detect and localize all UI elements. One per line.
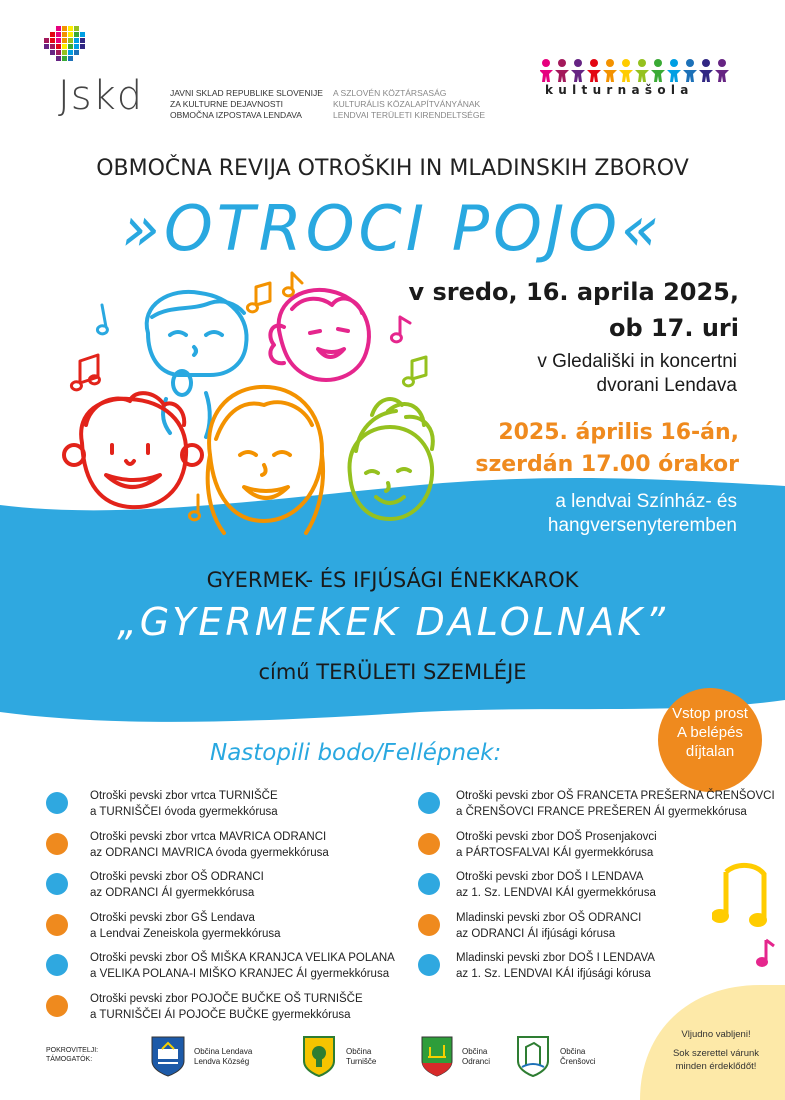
performer-item (90, 829, 329, 861)
pink-child-face (270, 290, 369, 380)
performer-name-si: Otroški pevski zbor POJOČE BUČKE OŠ TURNIŠČE (90, 992, 363, 1005)
badge-line: Vstop prost (672, 705, 748, 722)
jskd-si-line: ZA KULTURNE DEJAVNOSTI (170, 99, 284, 109)
performer-name-hu: a TURNIŠČEI ÁI POJOČE BUČKE gyermekkórusa (90, 1008, 351, 1021)
kulturna-sola-figure-head (542, 59, 550, 67)
event-venue-si-line2: dvorani Lendava (596, 375, 737, 396)
kulturna-sola-figure-body (715, 70, 729, 82)
performer-bullet (46, 914, 68, 936)
kulturna-sola-figure-body (699, 70, 713, 82)
sponsor-lendava (194, 1047, 252, 1067)
kulturna-sola-figure-head (606, 59, 614, 67)
performer-name-hu: a PÁRTOSFALVAI KÁI gyermekkórusa (456, 846, 654, 859)
event-time-hu: szerdán 17.00 órakor (475, 452, 739, 477)
performer-bullet (418, 914, 440, 936)
kulturna-sola-figure-body (587, 70, 601, 82)
kulturna-sola-figure-head (686, 59, 694, 67)
sponsor-name-line: Občina (560, 1047, 586, 1056)
performer-bullet (418, 873, 440, 895)
kulturna-sola-logo-text: kulturnašola (545, 83, 694, 97)
kulturna-sola-figure-body (555, 70, 569, 82)
performer-name-hu: az ODRANCI ÁI ifjúsági kórusa (456, 927, 616, 940)
performer-item (90, 910, 281, 942)
event-date-si: v sredo, 16. aprila 2025, (408, 278, 739, 306)
performer-name-hu: az 1. Sz. LENDVAI KÁI ifjúsági kórusa (456, 968, 651, 980)
badge-line: díjtalan (685, 743, 735, 760)
performer-name-hu: az ODRANCI MAVRICA óvoda gyermekkórusa (90, 846, 329, 859)
performer-bullet (46, 873, 68, 895)
performer-item (456, 950, 655, 982)
performer-bullet (46, 792, 68, 814)
singing-children-illustration (60, 265, 440, 555)
sponsor-name-line: Občina (346, 1047, 372, 1056)
performer-name-si: Otroški pevski zbor vrtca TURNIŠČE (90, 790, 278, 802)
kulturna-sola-figure-head (654, 59, 662, 67)
performer-item (90, 869, 264, 901)
event-subtitle-hu: GYERMEK- ÉS IFJÚSÁGI ÉNEKKAROK (206, 568, 579, 592)
kulturna-sola-figure-body (635, 70, 649, 82)
performer-name-si: Otroški pevski zbor DOŠ Prosenjakovci (456, 830, 657, 843)
performer-bullet (418, 833, 440, 855)
performer-item (456, 829, 657, 861)
greeting-line-si: Vljudno vabljeni! (681, 1029, 751, 1040)
jskd-logo-text: Jskd (58, 73, 144, 119)
performer-bullet (418, 954, 440, 976)
sponsor-name-line: Občina (462, 1047, 488, 1056)
event-title-si: »OTROCI POJO« (121, 192, 664, 265)
kulturna-sola-figure-head (718, 59, 726, 67)
crensovci-coat-of-arms-icon (516, 1035, 550, 1077)
event-venue-hu-line1: a lendvai Színház- és (555, 491, 737, 512)
performers-title: Nastopili bodo/Fellépnek: (210, 740, 502, 766)
performer-name-hu: az 1. Sz. LENDVAI KÁI gyermekkórusa (456, 887, 656, 899)
performer-item (90, 991, 363, 1023)
performer-name-si: Otroški pevski zbor OŠ FRANCETA PREŠERNA ČRENŠOVCI (456, 790, 775, 802)
jskd-hu-line: KULTURÁLIS KÖZALAPÍTVÁNYÁNAK (333, 99, 481, 109)
performer-name-si: Otroški pevski zbor OŠ ODRANCI (90, 871, 264, 883)
sponsor-name-line: Odranci (462, 1057, 491, 1066)
event-time-si: ob 17. uri (608, 314, 739, 342)
performer-item (90, 788, 278, 820)
greeting-line-hu: minden érdeklődőt! (675, 1061, 757, 1072)
kulturna-sola-figure-head (622, 59, 630, 67)
closing-greeting (652, 1028, 780, 1073)
red-child-face (64, 393, 202, 507)
performer-name-si: Otroški pevski zbor vrtca MAVRICA ODRANCI (90, 830, 327, 843)
badge-line: A belépés (677, 724, 743, 741)
kulturna-sola-figure-head (702, 59, 710, 67)
event-subtitle-si: OBMOČNA REVIJA OTROŠKIH IN MLADINSKIH ZBOROV (96, 156, 689, 181)
kulturna-sola-figure-body (603, 70, 617, 82)
jskd-hu-line: A SZLOVÉN KÖZTÁRSASÁG (333, 88, 447, 98)
event-venue-hu-line2: hangversenyteremben (547, 515, 737, 536)
kulturna-sola-figure-head (590, 59, 598, 67)
kulturna-sola-figure-body (683, 70, 697, 82)
kulturna-sola-figure-head (574, 59, 582, 67)
jskd-mosaic-icon (44, 26, 92, 70)
sponsor-name-line: Občina Lendava (194, 1047, 253, 1056)
kulturna-sola-figure-head (670, 59, 678, 67)
sponsors-label-si: POKROVITELJI: (46, 1047, 99, 1054)
sponsor-crensovci (560, 1047, 596, 1067)
event-title-hu: „GYERMEKEK DALOLNAK” (117, 600, 668, 644)
performer-name-hu: a ČRENŠOVCI FRANCE PREŠEREN ÁI gyermekkórusa (456, 806, 747, 818)
performer-name-hu: a TURNIŠČEI óvoda gyermekkórusa (90, 806, 278, 818)
sponsor-odranci (462, 1047, 490, 1067)
event-tagline-hu: című TERÜLETI SZEMLÉJE (258, 660, 527, 684)
performer-name-si: Otroški pevski zbor OŠ MIŠKA KRANJCA VELIKA POLANA (90, 952, 395, 964)
performer-name-si: Mladinski pevski zbor DOŠ I LENDAVA (456, 952, 655, 964)
odranci-coat-of-arms-icon (420, 1035, 454, 1077)
performer-name-hu: a VELIKA POLANA-I MIŠKO KRANJEC ÁI gyermekkórusa (90, 968, 390, 980)
orange-child-face (208, 387, 323, 533)
performer-bullet (418, 792, 440, 814)
performer-bullet (46, 954, 68, 976)
performer-item (456, 869, 656, 901)
kulturna-sola-figure-body (619, 70, 633, 82)
performer-name-hu: a Lendvai Zeneiskola gyermekkórusa (90, 927, 281, 940)
performer-item (456, 910, 641, 942)
green-child-face (350, 399, 433, 519)
event-date-hu: 2025. április 16-án, (498, 420, 739, 445)
kulturna-sola-figure-body (651, 70, 665, 82)
performer-bullet (46, 833, 68, 855)
performer-name-si: Otroški pevski zbor DOŠ I LENDAVA (456, 871, 644, 883)
jskd-hu-line: LENDVAI TERÜLETI KIRENDELTSÉGE (333, 110, 486, 120)
free-entry-badge (658, 688, 762, 792)
kulturna-sola-figure-head (638, 59, 646, 67)
turnisce-coat-of-arms-icon (302, 1035, 336, 1077)
sponsor-name-line: Črenšovci (560, 1057, 596, 1066)
kulturna-sola-figures-icon (540, 58, 736, 84)
jskd-logo (44, 26, 92, 70)
kulturna-sola-figure-body (667, 70, 681, 82)
jskd-si-line: OBMOČNA IZPOSTAVA LENDAVA (170, 110, 302, 120)
sponsor-name-line: Lendva Község (194, 1057, 250, 1066)
sponsor-turnisce (346, 1047, 376, 1067)
jskd-si-line: JAVNI SKLAD REPUBLIKE SLOVENIJE (170, 88, 323, 98)
jskd-hungarian-name (333, 88, 485, 121)
sponsors-label-hu: TÁMOGATÓK: (46, 1056, 93, 1063)
kulturna-sola-figure-body (540, 70, 553, 82)
event-venue-si-line1: v Gledališki in koncertni (537, 351, 737, 372)
kulturna-sola-figure-body (571, 70, 585, 82)
performer-bullet (46, 995, 68, 1017)
jskd-slovenian-name (170, 88, 323, 121)
music-notes-decoration (712, 858, 782, 978)
sponsors-label (46, 1046, 98, 1064)
greeting-line-hu: Sok szerettel várunk (672, 1048, 760, 1059)
performer-item (456, 788, 775, 820)
sponsor-name-line: Turnišče (346, 1057, 377, 1066)
performer-name-si: Mladinski pevski zbor OŠ ODRANCI (456, 911, 642, 924)
performer-name-si: Otroški pevski zbor GŠ Lendava (90, 911, 255, 924)
lendava-coat-of-arms-icon (150, 1035, 186, 1077)
performer-name-hu: az ODRANCI ÁI gyermekkórusa (90, 887, 255, 899)
performer-item (90, 950, 395, 982)
kulturna-sola-figure-head (558, 59, 566, 67)
